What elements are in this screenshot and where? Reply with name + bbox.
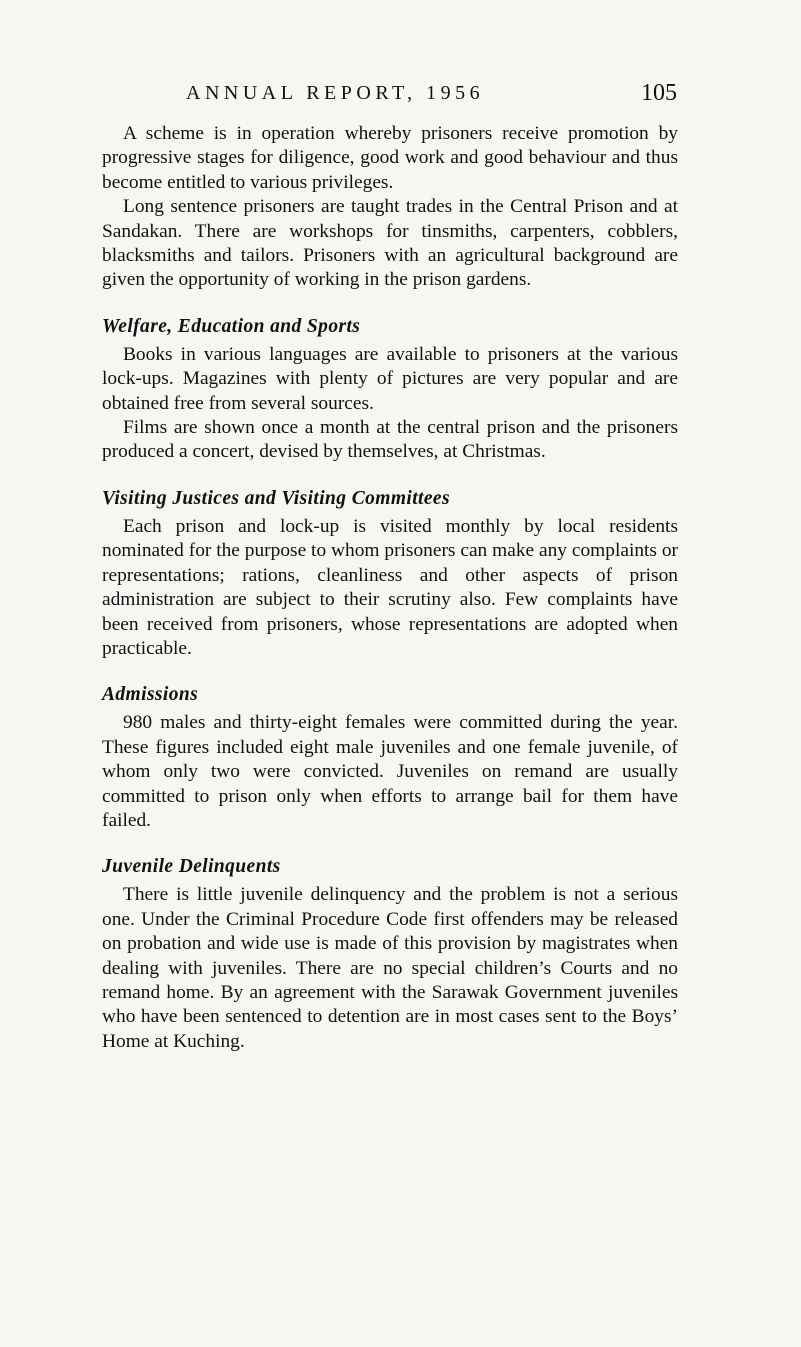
heading-juvenile: Juvenile Delinquents	[102, 856, 281, 878]
paragraph-admissions: 980 males and thirty-eight females were committed during the year. These figures included eight male juveniles and one female juvenile, of whom only two were convicted. Juveniles on remand are usually committed to prison only when efforts to arrange bail for them have failed.	[102, 712, 678, 831]
paragraph-books: Books in various languages are available to prisoners at the various lock-ups. Magazines with plenty of pictures are very popular and are obtained free from several sources.	[102, 343, 678, 414]
heading-welfare: Welfare, Education and Sports	[102, 315, 361, 337]
heading-admissions: Admissions	[102, 684, 199, 706]
paragraph-visiting: Each prison and lock-up is visited monthly by local residents nominated for the purpose to whom prisoners can make any complaints or representations; rations, cleanliness and other aspects of prison administration are subject to their scrutiny also. Few complaints have been received from prisoners, whose representations are adopted when practicable.	[102, 515, 678, 659]
paragraph-films: Films are shown once a month at the central prison and the prisoners produced a concert, devised by themselves, at Christmas.	[102, 417, 678, 463]
paragraph-trades: Long sentence prisoners are taught trades in the Central Prison and at Sandakan. There are workshops for tinsmiths, carpenters, cobblers, blacksmiths and tailors. Prisoners with an agricultural background are given the opportunity of working in the prison gardens.	[102, 196, 678, 291]
heading-visiting: Visiting Justices and Visiting Committees	[102, 487, 450, 509]
paragraph-promotion-scheme: A scheme is in operation whereby prisoners receive promotion by progressive stages for diligence, good work and good behaviour and thus become entitled to various privileges.	[102, 123, 678, 193]
page-number: 105	[641, 80, 677, 106]
page-body	[102, 122, 678, 1054]
running-title: ANNUAL REPORT, 1956	[186, 82, 485, 104]
paragraph-juvenile: There is little juvenile delinquency and the problem is not a serious one. Under the Criminal Procedure Code first offenders may be released on probation and wide use is made of this provision by magistrates when dealing with juveniles. There are no special children’s Courts and no remand home. By an agreement with the Sarawak Government juveniles who have been sentenced to detention are in most cases sent to the Boys’ Home at Kuching.	[102, 884, 678, 1052]
